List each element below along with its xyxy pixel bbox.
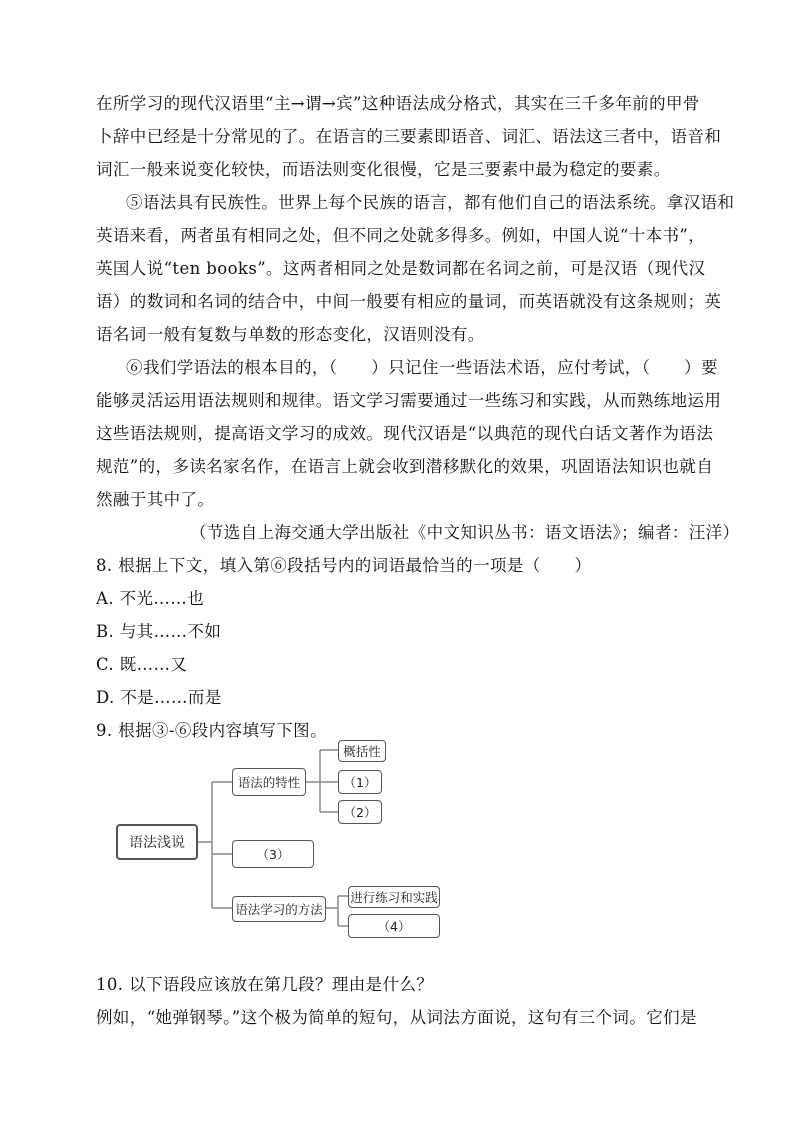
blank-3-node: （3） — [232, 840, 314, 868]
question-9-stem: 9. 根据③-⑥段内容填写下图。 — [96, 721, 327, 740]
passage-line: 语名词一般有复数与单数的形态变化，汉语则没有。 — [96, 325, 485, 344]
passage-line: ⑥我们学语法的根本目的，（ ）只记住一些语法术语，应付考试，（ ）要 — [126, 358, 718, 377]
practice-node: 进行练习和实践 — [348, 886, 440, 908]
option-b: B. 与其……不如 — [96, 622, 222, 641]
passage-line: 卜辞中已经是十分常见的了。在语言的三要素即语音、词汇、语法这三者中，语音和 — [96, 127, 722, 146]
passage-line: 语）的数词和名词的结合中，中间一般要有相应的量词，而英语就没有这条规则；英 — [96, 292, 722, 311]
passage-line: ⑤语法具有民族性。世界上每个民族的语言，都有他们自己的语法系统。拿汉语和 — [126, 193, 735, 212]
passage-line: 然融于其中了。 — [96, 490, 215, 509]
grammar-mind-map — [0, 720, 800, 960]
root-node: 语法浅说 — [116, 824, 198, 860]
passage-line: 这些语法规则，提高语文学习的成效。现代汉语是“以典范的现代白话文著作为语法 — [96, 424, 714, 443]
option-c: C. 既……又 — [96, 655, 188, 674]
passage-line: 英语来看，两者虽有相同之处，但不同之处就多得多。例如，中国人说“十本书”， — [96, 226, 706, 245]
option-d: D. 不是……而是 — [96, 688, 222, 707]
option-a: A. 不光……也 — [96, 589, 205, 608]
blank-4-node: （4） — [348, 914, 440, 938]
generality-node: 概括性 — [338, 740, 386, 762]
source-note: （节选自上海交通大学出版社《中文知识丛书：语文语法》；编者：汪洋） — [190, 523, 740, 542]
question-10-text: 例如，“她弹钢琴。”这个极为简单的短句，从词法方面说，这句有三个词。它们是 — [96, 1008, 697, 1027]
blank-1-node: （1） — [338, 770, 382, 794]
passage-line: 英国人说“ten books”。这两者相同之处是数词都在名词之前，可是汉语（现代汉 — [96, 259, 706, 278]
blank-2-node: （2） — [338, 800, 382, 824]
question-8-stem: 8. 根据上下文，填入第⑥段括号内的词语最恰当的一项是（ ） — [96, 556, 592, 575]
passage-line: 词汇一般来说变化较快，而语法则变化很慢，它是三要素中最为稳定的要素。 — [96, 160, 671, 179]
question-10-stem: 10. 以下语段应该放在第几段？理由是什么？ — [96, 975, 434, 994]
method-node: 语法学习的方法 — [232, 896, 326, 922]
passage-line: 能够灵活运用语法规则和规律。语文学习需要通过一些练习和实践，从而熟练地运用 — [96, 391, 722, 410]
passage-line: 规范”的，多读名家名作，在语言上就会收到潜移默化的效果，巩固语法知识也就自 — [96, 457, 714, 476]
passage-line: 在所学习的现代汉语里“主→谓→宾”这种语法成分格式，其实在三千多年前的甲骨 — [96, 94, 700, 113]
features-node: 语法的特性 — [232, 768, 306, 796]
